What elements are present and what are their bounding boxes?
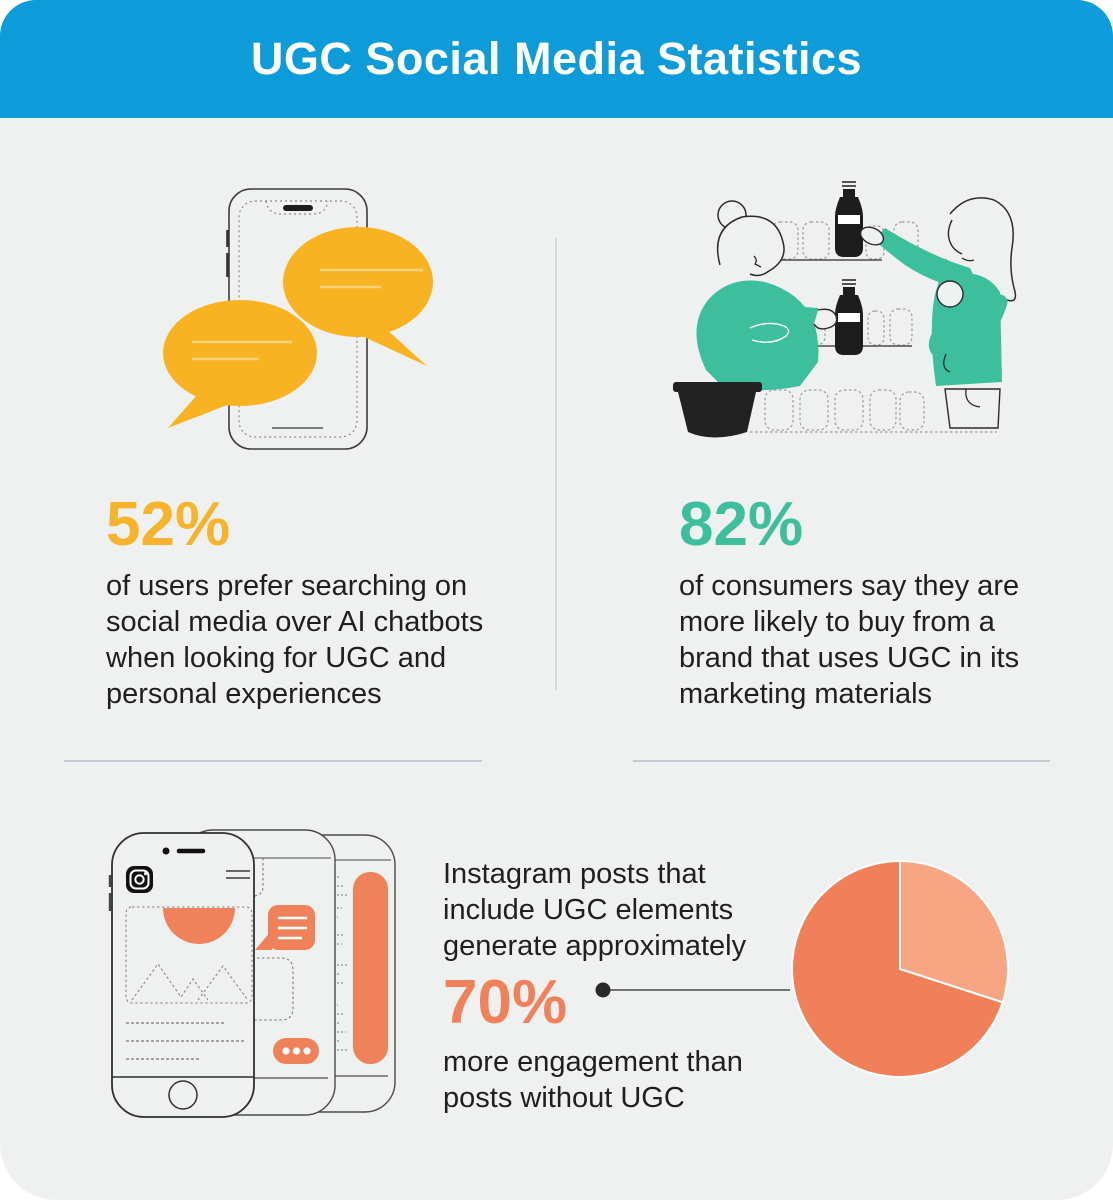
page-title: UGC Social Media Statistics — [250, 33, 863, 84]
instagram-icon — [126, 866, 153, 893]
stat-outro-line: posts without UGC — [443, 1082, 685, 1114]
horizontal-divider — [64, 760, 482, 762]
stat-search-preference — [106, 490, 484, 712]
stat-description-line: when looking for UGC and — [106, 642, 447, 674]
stat-intro-line: Instagram posts that — [443, 858, 706, 890]
stat-value: 52% — [106, 490, 231, 559]
stat-value: 82% — [679, 490, 804, 559]
connector-dot — [596, 983, 611, 998]
product-bottle-icon — [835, 280, 863, 355]
stat-intro-line: generate approximately — [443, 930, 747, 962]
typing-indicator-icon — [273, 1038, 319, 1064]
stat-outro-line: more engagement than — [443, 1046, 743, 1078]
chat-bubble-icon — [163, 300, 317, 428]
horizontal-divider — [633, 760, 1050, 762]
phone-screen-front — [109, 833, 254, 1117]
vertical-divider — [555, 238, 557, 690]
stat-description-line: of users prefer searching on — [106, 570, 468, 602]
stat-description-line: more likely to buy from a — [679, 606, 995, 638]
product-bottle-icon — [835, 182, 863, 257]
smartphone-chat-bubbles-illustration — [140, 170, 470, 470]
instagram-app-screens-illustration — [95, 820, 405, 1120]
stat-description-line: social media over AI chatbots — [106, 606, 484, 638]
shopper-left-figure — [673, 201, 837, 438]
stat-intro-line: include UGC elements — [443, 894, 734, 926]
shoppers-at-store-shelf-illustration — [650, 170, 1050, 470]
header-banner — [0, 0, 1113, 118]
stat-buy-from-ugc-brand — [679, 490, 1020, 712]
annotation-connector-line — [592, 978, 794, 1002]
stat-description-line: marketing materials — [679, 678, 933, 710]
stat-description-line: personal experiences — [106, 678, 382, 710]
pie-chart — [789, 858, 1011, 1080]
stat-description-line: of consumers say they are — [679, 570, 1020, 602]
stat-description-line: brand that uses UGC in its — [679, 642, 1020, 674]
stat-value: 70% — [443, 968, 568, 1037]
